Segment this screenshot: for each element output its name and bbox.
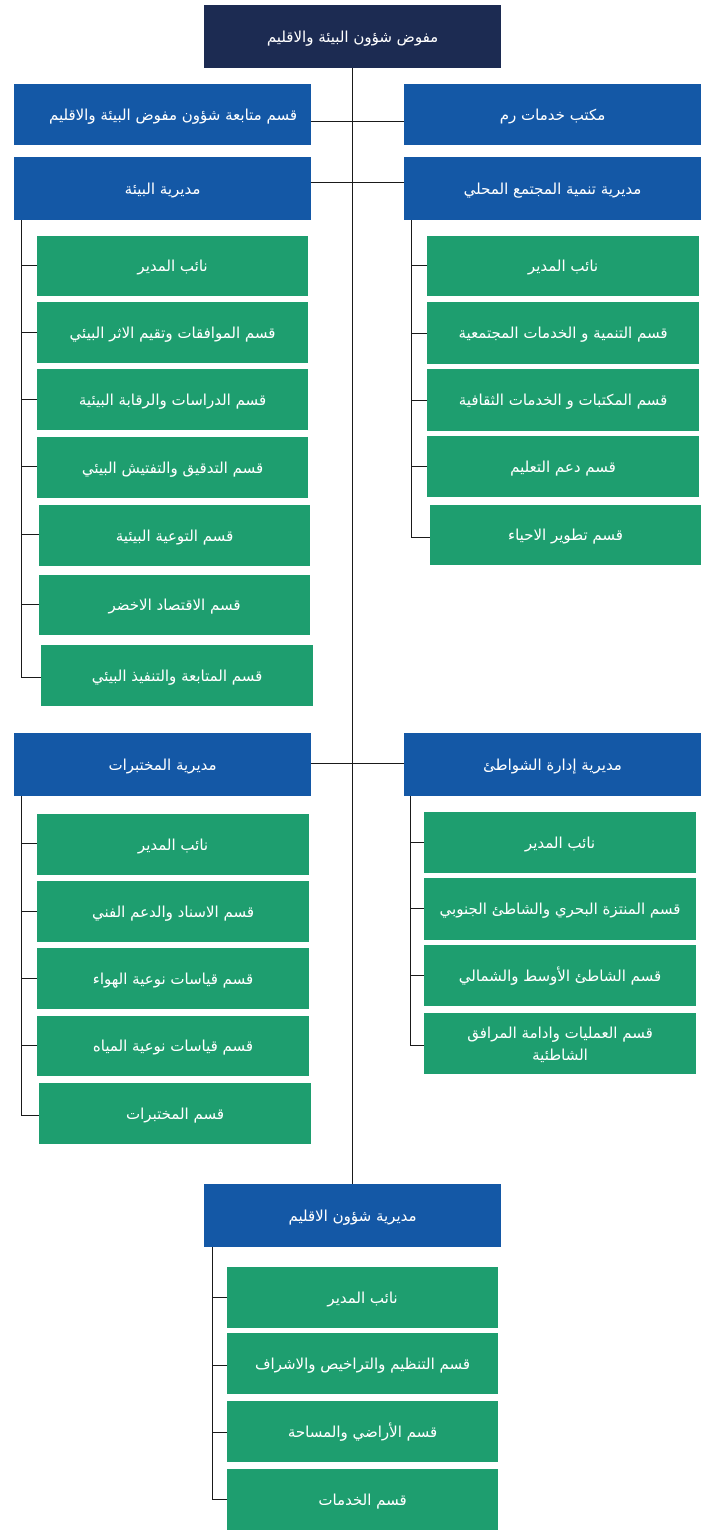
community-section-label: قسم دعم التعليم xyxy=(510,457,616,476)
community-section-box xyxy=(430,505,701,565)
labs-section-box xyxy=(37,948,309,1009)
beaches-section-box xyxy=(424,945,696,1006)
labs-section-label: قسم قياسات نوعية المياه xyxy=(92,1037,254,1055)
community-section-box xyxy=(427,369,699,431)
beaches-section-box xyxy=(424,878,696,940)
labs-section-label: قسم الاسناد والدعم الفني xyxy=(91,902,255,921)
environment-section-label: قسم التدقيق والتفتيش البيئي xyxy=(81,458,264,477)
region-section-label: قسم الأراضي والمساحة xyxy=(287,1422,438,1441)
tick xyxy=(411,537,430,538)
environment-section-label: قسم المتابعة والتنفيذ البيئي xyxy=(91,666,263,685)
environment-section-box xyxy=(39,575,310,635)
community-directorate-title: مديرية تنمية المجتمع المحلي xyxy=(463,179,642,198)
community-section-box xyxy=(427,302,699,364)
labs-section-label: قسم المختبرات xyxy=(126,1104,225,1123)
region-bracket-line xyxy=(212,1247,213,1500)
labs-directorate-title: مديرية المختبرات xyxy=(108,755,217,774)
environment-section-box xyxy=(37,236,308,296)
tick xyxy=(21,843,37,844)
environment-section-box xyxy=(37,437,308,498)
connector-followup xyxy=(311,121,352,122)
tick xyxy=(212,1365,227,1366)
beaches-section-box xyxy=(424,812,696,873)
connector-beaches xyxy=(353,763,404,764)
tick xyxy=(21,677,41,678)
community-section-box xyxy=(427,236,699,296)
tick xyxy=(21,399,37,400)
main-trunk-line xyxy=(352,68,353,1184)
labs-section-box xyxy=(37,814,309,875)
beaches-section-label: نائب المدير xyxy=(524,833,596,852)
environment-section-box xyxy=(37,302,308,363)
rum-services-office-label: مكتب خدمات رم xyxy=(499,105,606,124)
environment-section-label: قسم الدراسات والرقابة البيئية xyxy=(78,390,267,409)
tick xyxy=(411,466,427,467)
region-section-label: قسم التنظيم والتراخيص والاشراف xyxy=(254,1354,471,1373)
tick xyxy=(21,604,39,605)
commissioner-label: مفوض شؤون البيئة والاقليم xyxy=(266,27,439,46)
region-section-box xyxy=(227,1401,498,1462)
labs-section-box xyxy=(37,1016,309,1076)
followup-office-box xyxy=(14,84,311,145)
tick xyxy=(21,1045,37,1046)
tick xyxy=(410,908,424,909)
tick xyxy=(21,466,37,467)
region-directorate-title: مديرية شؤون الاقليم xyxy=(288,1206,417,1225)
community-section-label: قسم التنمية و الخدمات المجتمعية xyxy=(458,324,668,342)
beaches-directorate-title: مديرية إدارة الشواطئ xyxy=(483,755,622,774)
tick xyxy=(410,842,424,843)
connector-labs xyxy=(311,763,352,764)
environment-section-label: قسم الموافقات وتقيم الاثر البيئي xyxy=(69,323,276,342)
followup-office-label: قسم متابعة شؤون مفوض البيئة والاقليم xyxy=(48,105,297,124)
labs-section-label: نائب المدير xyxy=(137,835,209,854)
labs-section-box xyxy=(39,1083,311,1144)
region-section-box xyxy=(227,1267,498,1328)
region-section-label: قسم الخدمات xyxy=(318,1490,407,1509)
connector-rum-office xyxy=(353,121,404,122)
tick xyxy=(411,333,427,334)
environment-section-box xyxy=(37,369,308,430)
beaches-directorate-box xyxy=(404,733,701,796)
community-section-box xyxy=(427,436,699,497)
tick xyxy=(212,1432,227,1433)
environment-section-box xyxy=(39,505,310,566)
community-section-label: نائب المدير xyxy=(527,257,599,275)
beaches-section-label: قسم العمليات وادامة المرافق الشاطئية xyxy=(467,1023,653,1064)
tick xyxy=(410,975,424,976)
tick xyxy=(21,911,37,912)
tick xyxy=(212,1297,227,1298)
community-bracket-line xyxy=(411,220,412,538)
beaches-section-label: قسم الشاطئ الأوسط والشمالي xyxy=(458,966,662,985)
tick xyxy=(21,332,37,333)
labs-section-box xyxy=(37,881,309,942)
tick xyxy=(410,1045,424,1046)
environment-section-label: قسم التوعية البيئية xyxy=(115,526,234,545)
region-section-box xyxy=(227,1469,498,1530)
tick xyxy=(411,400,427,401)
beaches-bracket-line xyxy=(410,796,411,1046)
tick xyxy=(21,265,37,266)
labs-section-label: قسم قياسات نوعية الهواء xyxy=(92,969,254,988)
labs-bracket-line xyxy=(21,796,22,1116)
tick xyxy=(21,534,39,535)
environment-bracket-line xyxy=(21,220,22,678)
community-section-label: قسم تطوير الاحياء xyxy=(508,526,623,544)
commissioner-box xyxy=(204,5,501,68)
environment-section-label: نائب المدير xyxy=(137,257,208,275)
community-directorate-box xyxy=(404,157,701,220)
region-directorate-box xyxy=(204,1184,501,1247)
rum-services-office-box xyxy=(404,84,701,145)
tick xyxy=(21,978,37,979)
environment-section-label: قسم الاقتصاد الاخضر xyxy=(108,596,241,614)
tick xyxy=(411,265,427,266)
environment-directorate-box xyxy=(14,157,311,220)
tick xyxy=(21,1115,39,1116)
labs-directorate-box xyxy=(14,733,311,796)
environment-directorate-title: مديرية البيئة xyxy=(124,179,201,198)
connector-community xyxy=(353,182,404,183)
tick xyxy=(212,1499,227,1500)
connector-environment xyxy=(311,182,352,183)
region-section-box xyxy=(227,1333,498,1394)
beaches-section-label: قسم المنتزة البحري والشاطئ الجنوبي xyxy=(439,900,681,918)
beaches-section-box xyxy=(424,1013,696,1074)
community-section-label: قسم المكتبات و الخدمات الثقافية xyxy=(458,391,668,409)
environment-section-box xyxy=(41,645,313,706)
region-section-label: نائب المدير xyxy=(327,1288,398,1307)
